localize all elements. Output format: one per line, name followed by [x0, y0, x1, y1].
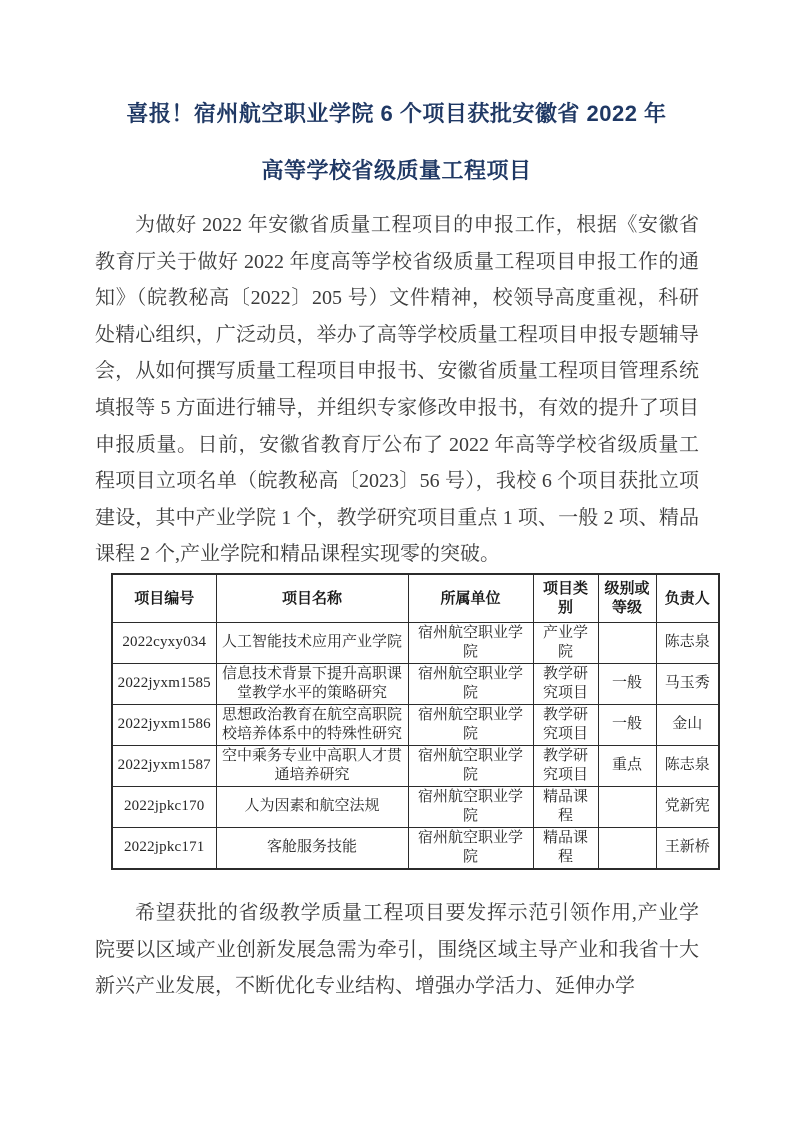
cell-affiliation: 宿州航空职业学院	[408, 663, 533, 704]
cell-level	[598, 622, 656, 663]
cell-project-name: 客舱服务技能	[216, 827, 408, 869]
cell-leader: 金山	[656, 704, 719, 745]
closing-paragraph: 希望获批的省级教学质量工程项目要发挥示范引领作用,产业学院要以区域产业创新发展急需为牵引，围绕区域主导产业和我省十大新兴产业发展，不断优化专业结构、增强办学活力、延伸办学	[95, 902, 699, 998]
cell-affiliation: 宿州航空职业学院	[408, 745, 533, 786]
table-row	[112, 827, 719, 869]
cell-project-type: 教学研究项目	[533, 745, 598, 786]
cell-level: 一般	[598, 704, 656, 745]
cell-project-name: 空中乘务专业中高职人才贯通培养研究	[216, 745, 408, 786]
header-affiliation: 所属单位	[408, 574, 533, 622]
cell-project-code: 2022jyxm1585	[112, 663, 216, 704]
table-row	[112, 704, 719, 745]
header-project-name: 项目名称	[216, 574, 408, 622]
cell-project-type: 产业学院	[533, 622, 598, 663]
cell-project-name: 思想政治教育在航空高职院校培养体系中的特殊性研究	[216, 704, 408, 745]
cell-level: 一般	[598, 663, 656, 704]
cell-level	[598, 827, 656, 869]
cell-project-code: 2022jpkc170	[112, 786, 216, 827]
header-project-code: 项目编号	[112, 574, 216, 622]
cell-affiliation: 宿州航空职业学院	[408, 622, 533, 663]
cell-project-name: 人为因素和航空法规	[216, 786, 408, 827]
document-title-line-1: 喜报！宿州航空职业学院 6 个项目获批安徽省 2022 年	[126, 101, 667, 126]
table-row	[112, 786, 719, 827]
table-row	[112, 622, 719, 663]
cell-project-type: 精品课程	[533, 827, 598, 869]
cell-affiliation: 宿州航空职业学院	[408, 786, 533, 827]
header-project-type: 项目类别	[533, 574, 598, 622]
cell-project-code: 2022cyxy034	[112, 622, 216, 663]
cell-level	[598, 786, 656, 827]
header-leader: 负责人	[656, 574, 719, 622]
cell-leader: 陈志泉	[656, 622, 719, 663]
cell-project-type: 教学研究项目	[533, 704, 598, 745]
cell-project-code: 2022jyxm1586	[112, 704, 216, 745]
cell-project-type: 精品课程	[533, 786, 598, 827]
cell-leader: 陈志泉	[656, 745, 719, 786]
cell-project-name: 信息技术背景下提升高职课堂教学水平的策略研究	[216, 663, 408, 704]
projects-table	[111, 573, 720, 870]
cell-project-code: 2022jpkc171	[112, 827, 216, 869]
header-level: 级别或等级	[598, 574, 656, 622]
table-header-row	[112, 574, 719, 622]
cell-project-name: 人工智能技术应用产业学院	[216, 622, 408, 663]
cell-leader: 王新桥	[656, 827, 719, 869]
document-title-line-2: 高等学校省级质量工程项目	[261, 158, 532, 183]
intro-paragraph: 为做好 2022 年安徽省质量工程项目的申报工作，根据《安徽省教育厅关于做好 2022 年度高等学校省级质量工程项目申报工作的通知》（皖教秘高〔2022〕205 号）文件精神，校领导高度重视，科研处精心组织，广泛动员，举办了高等学校质量工程项目申报专题辅导会，从如何撰写质量工程项目申报书、安徽省质量工程项目管理系统填报等 5 方面进行辅导，并组织专家修改申报书，有效的提升了项目申报质量。日前，安徽省教育厅公布了 2022 年高等学校省级质量工程项目立项名单（皖教秘高〔2023〕56 号），我校 6 个项目获批立项建设，其中产业学院 1 个，教学研究项目重点 1 项、一般 2 项、精品课程 2 个,产业学院和精品课程实现零的突破。	[95, 214, 699, 566]
table-row	[112, 745, 719, 786]
cell-leader: 马玉秀	[656, 663, 719, 704]
cell-leader: 党新宪	[656, 786, 719, 827]
cell-affiliation: 宿州航空职业学院	[408, 827, 533, 869]
cell-level: 重点	[598, 745, 656, 786]
cell-project-type: 教学研究项目	[533, 663, 598, 704]
cell-project-code: 2022jyxm1587	[112, 745, 216, 786]
table-row	[112, 663, 719, 704]
cell-affiliation: 宿州航空职业学院	[408, 704, 533, 745]
